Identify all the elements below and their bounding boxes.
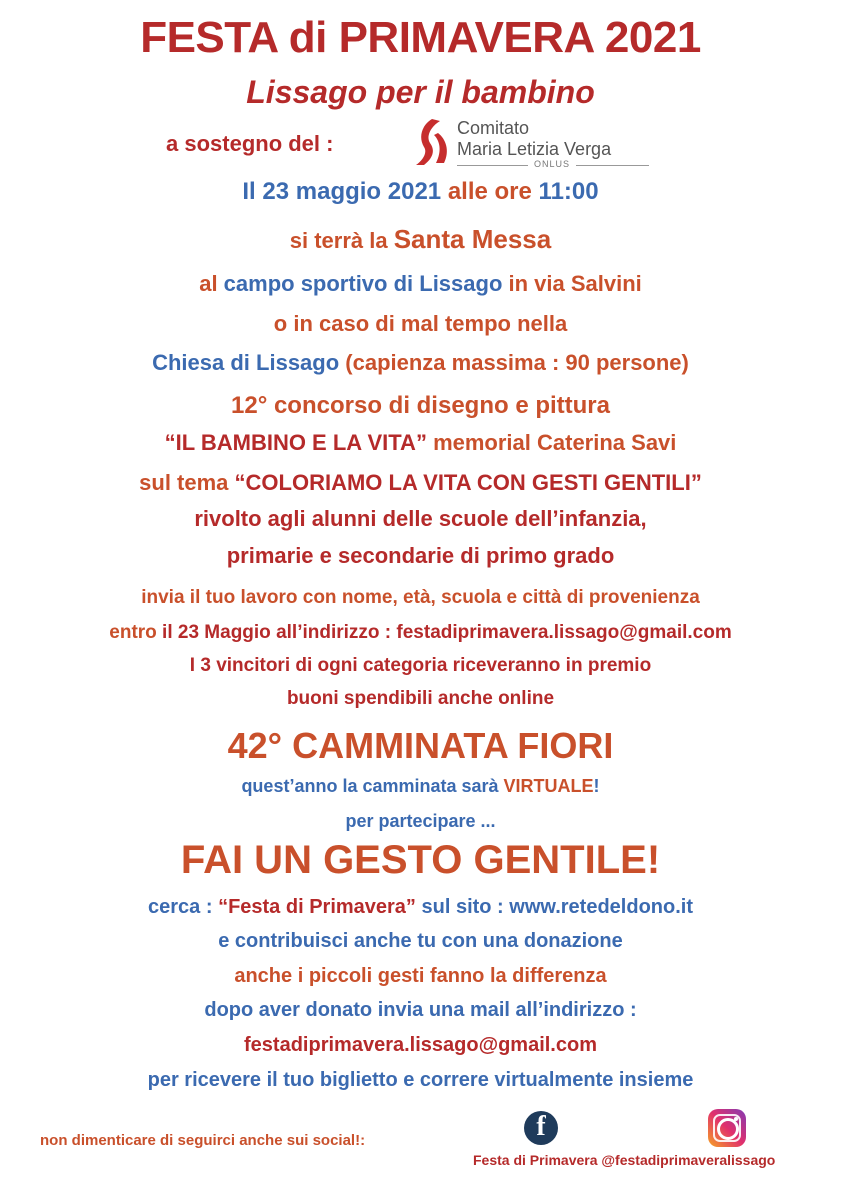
messa-campo: campo sportivo di Lissago — [223, 271, 503, 296]
ribbon-logo-icon — [410, 117, 450, 167]
camminata-title: 42° CAMMINATA FIORI — [227, 725, 614, 766]
social-handles: Festa di Primavera @festadiprimaveralissago — [473, 1152, 776, 1168]
concorso-line-8: I 3 vincitori di ogni categoria riceveranno in premio — [189, 655, 652, 676]
sostegno-label: a sostegno del : — [166, 131, 334, 156]
camminata-line-2: per partecipare ... — [345, 811, 496, 831]
messa-line-4 — [0, 352, 841, 374]
logo-text-comitato: Comitato — [457, 118, 530, 138]
donazione-line-2: e contribuisci anche tu con una donazione — [218, 930, 623, 952]
concorso-line-6: invia il tuo lavoro con nome, età, scuola e città di provenienza — [141, 587, 700, 608]
messa-line-2 — [0, 273, 841, 295]
concorso-memorial: memorial Caterina Savi — [426, 430, 677, 455]
camminata-line-1 — [0, 777, 841, 795]
concorso-line-5: primarie e secondarie di primo grado — [226, 543, 615, 568]
messa-line-1 — [0, 226, 841, 252]
concorso-tema-label: sul tema — [139, 470, 235, 495]
social-label: non dimenticare di seguirci anche sui social!: — [40, 1132, 366, 1149]
camminata-text: quest’anno la camminata sarà — [241, 776, 504, 796]
page-title: FESTA di PRIMAVERA 2021 — [140, 13, 701, 62]
camminata-excl: ! — [593, 776, 600, 796]
sponsor-logo — [410, 113, 652, 177]
camminata-virtuale: VIRTUALE — [503, 776, 594, 796]
page-subtitle: Lissago per il bambino — [246, 74, 595, 110]
donazione-festa: “Festa di Primavera” — [218, 896, 416, 918]
concorso-title: 12° concorso di disegno e pittura — [231, 392, 610, 419]
donazione-email: festadiprimavera.lissago@gmail.com — [244, 1034, 597, 1056]
messa-line-3: o in caso di mal tempo nella — [273, 311, 568, 336]
messa-capienza: (capienza massima : 90 persone) — [339, 350, 689, 375]
concorso-email: il 23 Maggio all’indirizzo : festadiprimavera.lissago@gmail.com — [162, 622, 732, 643]
logo-text-onlus: ONLUS — [528, 160, 576, 169]
donazione-line-6: per ricevere il tuo biglietto e correre virtualmente insieme — [147, 1069, 694, 1091]
concorso-line-9: buoni spendibili anche online — [286, 688, 555, 709]
concorso-line-2 — [0, 432, 841, 454]
messa-time-label: alle ore — [441, 178, 539, 205]
donazione-sito: sul sito : www.retedeldono.it — [415, 896, 693, 918]
messa-intro: si terrà la — [289, 228, 394, 253]
logo-text-name: Maria Letizia Verga — [457, 139, 612, 159]
concorso-name: “IL BAMBINO E LA VITA” — [164, 430, 427, 455]
donazione-line-4: dopo aver donato invia una mail all’indirizzo : — [204, 999, 637, 1021]
donazione-line-3: anche i piccoli gesti fanno la differenza — [234, 965, 607, 987]
messa-title: Santa Messa — [393, 224, 552, 254]
messa-date — [0, 180, 841, 204]
messa-via: in via Salvini — [502, 271, 642, 296]
concorso-entro: entro — [109, 622, 163, 643]
sponsor-row — [0, 113, 841, 177]
concorso-line-3 — [0, 472, 841, 494]
messa-chiesa: Chiesa di Lissago — [152, 350, 340, 375]
concorso-line-7 — [0, 623, 841, 642]
gesto-gentile-title: FAI UN GESTO GENTILE! — [180, 838, 661, 882]
donazione-line-1 — [0, 897, 841, 917]
facebook-icon[interactable]: f — [524, 1111, 558, 1145]
messa-al: al — [199, 271, 224, 296]
concorso-tema: “COLORIAMO LA VITA CON GESTI GENTILI” — [234, 470, 702, 495]
messa-date-text: Il 23 maggio 2021 — [242, 178, 442, 205]
instagram-icon[interactable] — [708, 1109, 746, 1147]
donazione-cerca: cerca : — [148, 896, 219, 918]
messa-time: 11:00 — [538, 178, 599, 205]
concorso-line-4: rivolto agli alunni delle scuole dell’infanzia, — [194, 506, 647, 531]
